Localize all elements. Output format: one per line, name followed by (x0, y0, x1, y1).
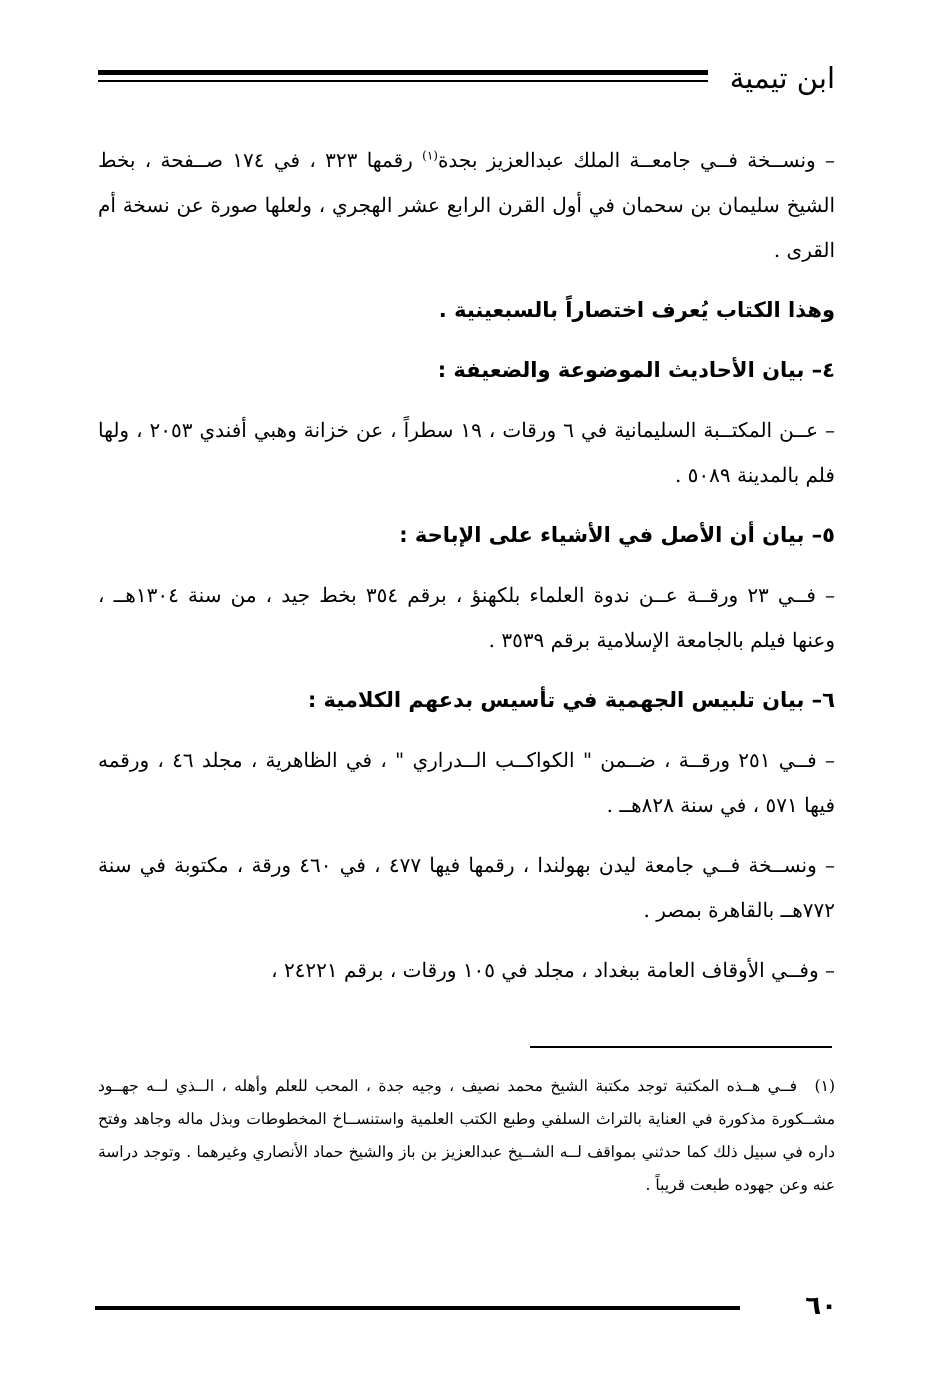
section-heading-5: ٥– بيان أن الأصل في الأشياء على الإباحة : (399, 523, 835, 547)
running-title: ابن تيمية (729, 61, 835, 95)
section-heading-4: ٤– بيان الأحاديث الموضوعة والضعيفة : (437, 358, 835, 382)
footnote-separator (530, 1046, 832, 1048)
footer-rule (95, 1306, 740, 1310)
body-text (98, 138, 835, 1008)
footnote-reference: (١) (422, 148, 438, 163)
paragraph-king-abdulaziz-copy: – ونســخة فــي جامعــة الملك عبدالعزيز بجدة$^{(١)}$ رقمها ٣٢٣ ، في ١٧٤ صــفحة ، بخط الشيخ سليمان بن سحمان في أول القرن الرابع عشر الهجري ، ولعلها صورة عن نسخة أم القرى . (98, 148, 836, 262)
header-rule-thick (98, 70, 708, 75)
header-rule-thin (98, 80, 708, 82)
footnote-number: (١) (814, 1077, 835, 1095)
page-number: ٦٠ (805, 1291, 837, 1321)
section-heading-6: ٦– بيان تلبيس الجهمية في تأسيس بدعهم الكلامية : (307, 688, 835, 712)
paragraph-section-6-leiden: – ونســخة فــي جامعة ليدن بهولندا ، رقمها فيها ٤٧٧ ، في ٤٦٠ ورقة ، مكتوبة في سنة ٧٧٢هــ بالقاهرة بمصر . (98, 853, 835, 922)
footnote-text: فــي هــذه المكتبة توجد مكتبة الشيخ محمد نصيف ، وجيه جدة ، المحب للعلم وأهله ، الــذي لــه جهــود مشــكورة مذكورة في العناية بالتراث السلفي وطبع الكتب العلمية واستنســاخ المخطوطات وبذل ماله وجاهد وفتح داره في سبيل ذلك كما حدثني بمواقف لــه الشــيخ عبدالعزيز بن باز والشيخ حماد الأنصاري وغيرهما . وتوجد دراسة عنه وعن جهوده طبعت قريباً . (98, 1077, 835, 1194)
paragraph-section-6-zahiriyya: – فــي ٢٥١ ورقــة ، ضــمن " الكواكــب الــدراري " ، في الظاهرية ، مجلد ٤٦ ، ورقمه فيها ٥٧١ ، في سنة ٨٢٨هــ . (98, 748, 835, 817)
paragraph-section-6-baghdad: – وفــي الأوقاف العامة ببغداد ، مجلد في ١٠٥ ورقات ، برقم ٢٤٢٢١ ، (271, 958, 835, 982)
paragraph-section-5: – فــي ٢٣ ورقــة عــن ندوة العلماء بلكهنؤ ، برقم ٣٥٤ بخط جيد ، من سنة ١٣٠٤هــ ، وعنها فيلم بالجامعة الإسلامية برقم ٣٥٣٩ . (98, 583, 836, 652)
paragraph-sabiniyya-note: وهذا الكتاب يُعرف اختصاراً بالسبعينية . (438, 298, 835, 322)
footnote (98, 1070, 835, 1202)
paragraph-section-4: – عــن المكتــبة السليمانية في ٦ ورقات ، ١٩ سطراً ، عن خزانة وهبي أفندي ٢٠٥٣ ، ولها فلم بالمدينة ٥٠٨٩ . (98, 418, 836, 487)
